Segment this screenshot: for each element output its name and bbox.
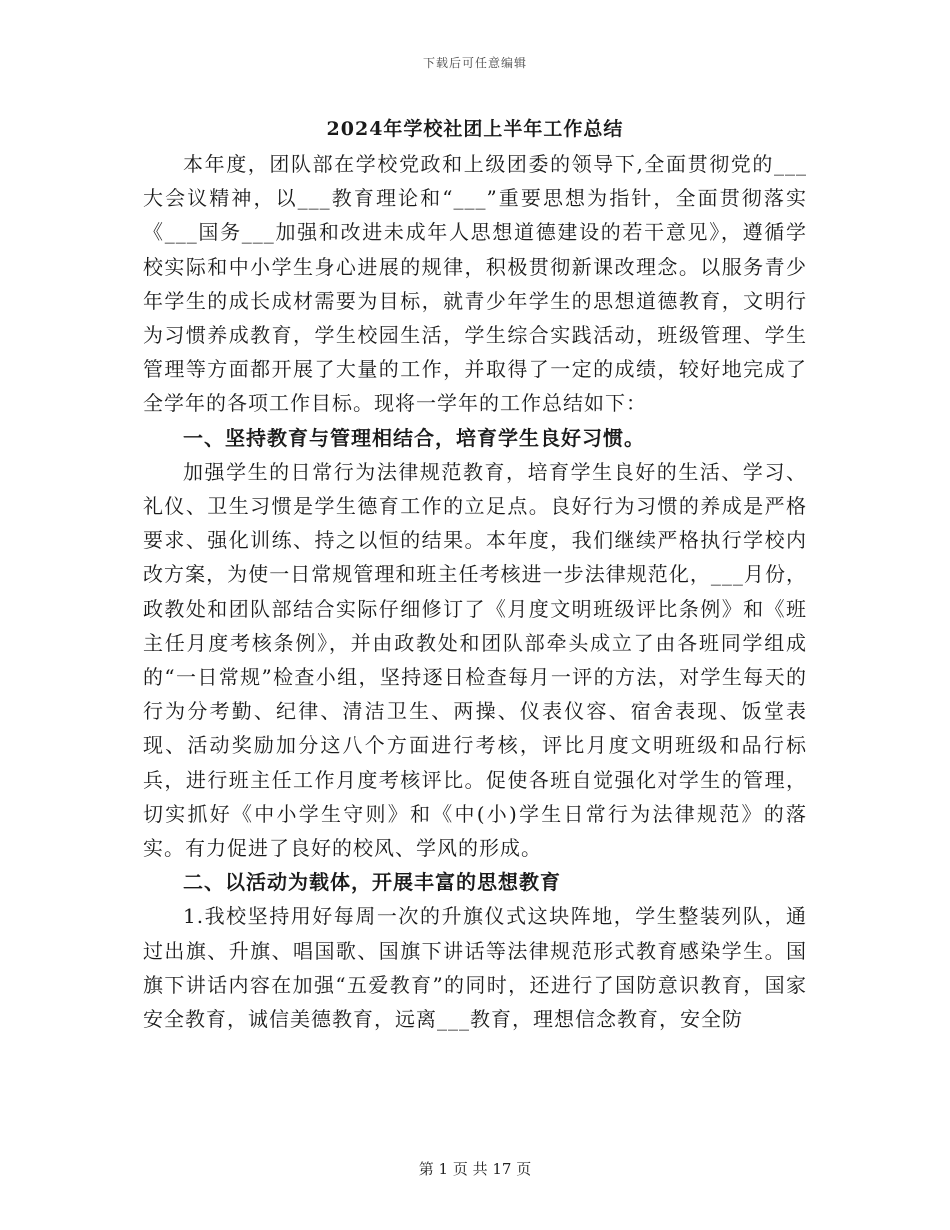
intro-paragraph: 本年度，团队部在学校党政和上级团委的领导下,全面贯彻党的___大会议精神，以___教育理论和“___”重要思想为指针，全面贯彻落实《___国务___加强和改进未成年人思想道德建设的若干意见》，遵循学校实际和中小学生身心进展的规律，积极贯彻新课改理念。以服务青少年学生的成长成材需要为目标，就青少年学生的思想道德教育，文明行为习惯养成教育，学生校园生活，学生综合实践活动，班级管理、学生管理等方面都开展了大量的工作，并取得了一定的成绩，较好地完成了全学年的各项工作目标。现将一学年的工作总结如下： <box>143 152 807 416</box>
section-heading-1: 一、坚持教育与管理相结合，培育学生良好习惯。 <box>183 425 645 450</box>
section-2-paragraph: 1.我校坚持用好每周一次的升旗仪式这块阵地，学生整装列队，通过出旗、升旗、唱国歌、国旗下讲话等法律规范形式教育感染学生。国旗下讲话内容在加强“五爱教育”的同时，还进行了国防意识教育，国家安全教育，诚信美德教育，远离___教育，理想信念教育，安全防 <box>143 904 807 1032</box>
document-title: 2024年学校社团上半年工作总结 <box>326 118 624 140</box>
header-note: 下载后可任意编辑 <box>422 56 527 70</box>
page-number-footer: 第 1 页 共 17 页 <box>418 1160 532 1178</box>
section-1-paragraph: 加强学生的日常行为法律规范教育，培育学生良好的生活、学习、礼仪、卫生习惯是学生德育工作的立足点。良好行为习惯的养成是严格要求、强化训练、持之以恒的结果。本年度，我们继续严格执行学校内改方案，为使一日常规管理和班主任考核进一步法律规范化，___月份，政教处和团队部结合实际仔细修订了《月度文明班级评比条例》和《班主任月度考核条例》，并由政教处和团队部牵头成立了由各班同学组成的“一日常规”检查小组，坚持逐日检查每月一评的方法，对学生每天的行为分考勤、纪律、清洁卫生、两操、仪表仪容、宿舍表现、饭堂表现、活动奖励加分这八个方面进行考核，评比月度文明班级和品行标兵，进行班主任工作月度考核评比。促使各班自觉强化对学生的管理，切实抓好《中小学生守则》和《中(小)学生日常行为法律规范》的落实。有力促进了良好的校风、学风的形成。 <box>143 459 807 861</box>
section-heading-2: 二、以活动为载体，开展丰富的思想教育 <box>183 870 561 895</box>
document-body <box>143 147 807 1036</box>
